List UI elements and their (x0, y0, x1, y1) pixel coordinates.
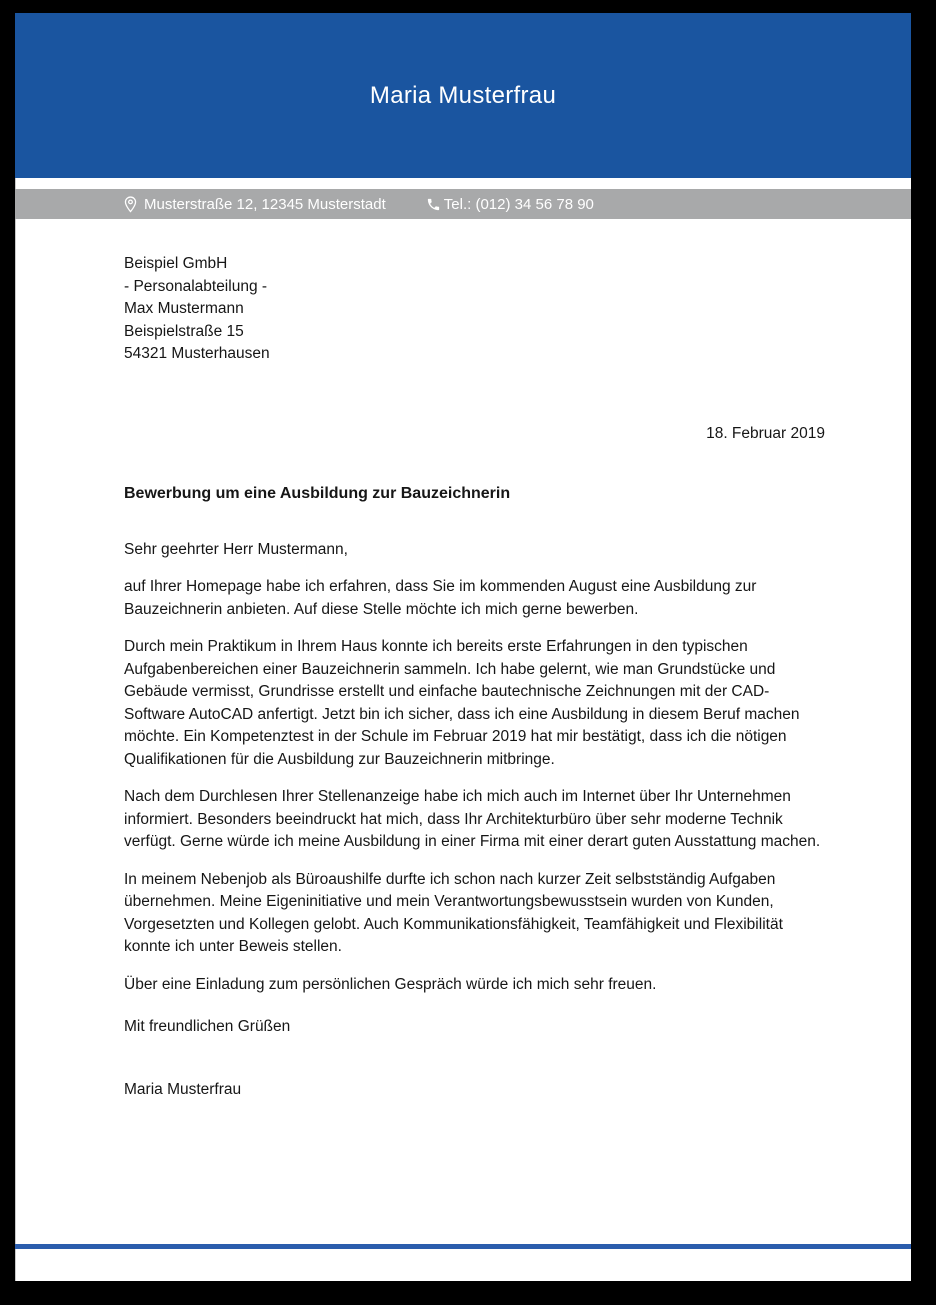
phone-text: Tel.: (012) 34 56 78 90 (443, 195, 594, 213)
footer-accent-line (15, 1244, 911, 1249)
recipient-line: Max Mustermann (124, 300, 244, 317)
applicant-name: Maria Musterfrau (369, 81, 557, 109)
location-pin-icon (124, 196, 137, 213)
recipient-line: 54321 Musterhausen (124, 345, 270, 362)
closing-formula: Mit freundlichen Grüßen (124, 1018, 291, 1035)
address-group (124, 196, 386, 213)
paragraph-experience: Durch mein Praktikum in Ihrem Haus konnte ich bereits erste Erfahrungen in den typischen Aufgabenbereichen einer Bauzeichnerin sammeln. Ich habe gelernt, wie man Grundstücke und Gebäude vermisst, Grundrisse erstellt und einfache bautechnische Zeichnungen mit der CAD-Software AutoCAD anfertigt. Jetzt bin ich sicher, dass ich eine Ausbildung in diesem Beruf machen möchte. Ein Kompetenztest in der Schule im Februar 2019 hat mir bestätigt, dass ich die nötigen Qualifikationen für die Ausbildung zur Bauzeichnerin mitbringe. (124, 638, 800, 768)
letter-body (124, 219, 825, 1101)
letter-page (15, 13, 911, 1281)
recipient-line: - Personalabteilung - (124, 277, 268, 295)
letterhead-banner (15, 13, 911, 178)
letter-date: 18. Februar 2019 (706, 424, 825, 442)
contact-bar (15, 189, 911, 219)
paragraph-skills: In meinem Nebenjob als Büroaushilfe durfte ich schon nach kurzer Zeit selbstständig Aufgaben übernehmen. Meine Eigeninitiative und mein Verantwortungsbewusstsein wurden von Kunden, Vorgesetzten und Kollegen gelobt. Auch Kommunikationsfähigkeit, Teamfähigkeit und Flexibilität konnte ich unter Beweis stellen. (124, 870, 783, 955)
phone-icon (426, 197, 441, 212)
recipient-address (124, 219, 825, 366)
phone-group (426, 196, 594, 213)
subject-line: Bewerbung um eine Ausbildung zur Bauzeichnerin (124, 485, 511, 502)
paragraph-company: Nach dem Durchlesen Ihrer Stellenanzeige habe ich mich auch im Internet über Ihr Unternehmen informiert. Besonders beeindruckt hat mich, dass Ihr Architekturbüro über sehr moderne Technik verfügt. Gerne würde ich meine Ausbildung in einer Firma mit einer derart guten Ausstattung machen. (124, 788, 821, 850)
address-text: Musterstraße 12, 12345 Musterstadt (144, 195, 386, 213)
recipient-line: Beispielstraße 15 (124, 322, 244, 340)
recipient-line: Beispiel GmbH (124, 255, 228, 272)
paragraph-intro: auf Ihrer Homepage habe ich erfahren, dass Sie im kommenden August eine Ausbildung zur Bauzeichnerin anbieten. Auf diese Stelle möchte ich mich gerne bewerben. (124, 578, 757, 618)
salutation: Sehr geehrter Herr Mustermann, (124, 540, 348, 558)
paragraph-invitation: Über eine Einladung zum persönlichen Gespräch würde ich mich sehr freuen. (124, 975, 657, 993)
signature-name: Maria Musterfrau (124, 1080, 242, 1098)
